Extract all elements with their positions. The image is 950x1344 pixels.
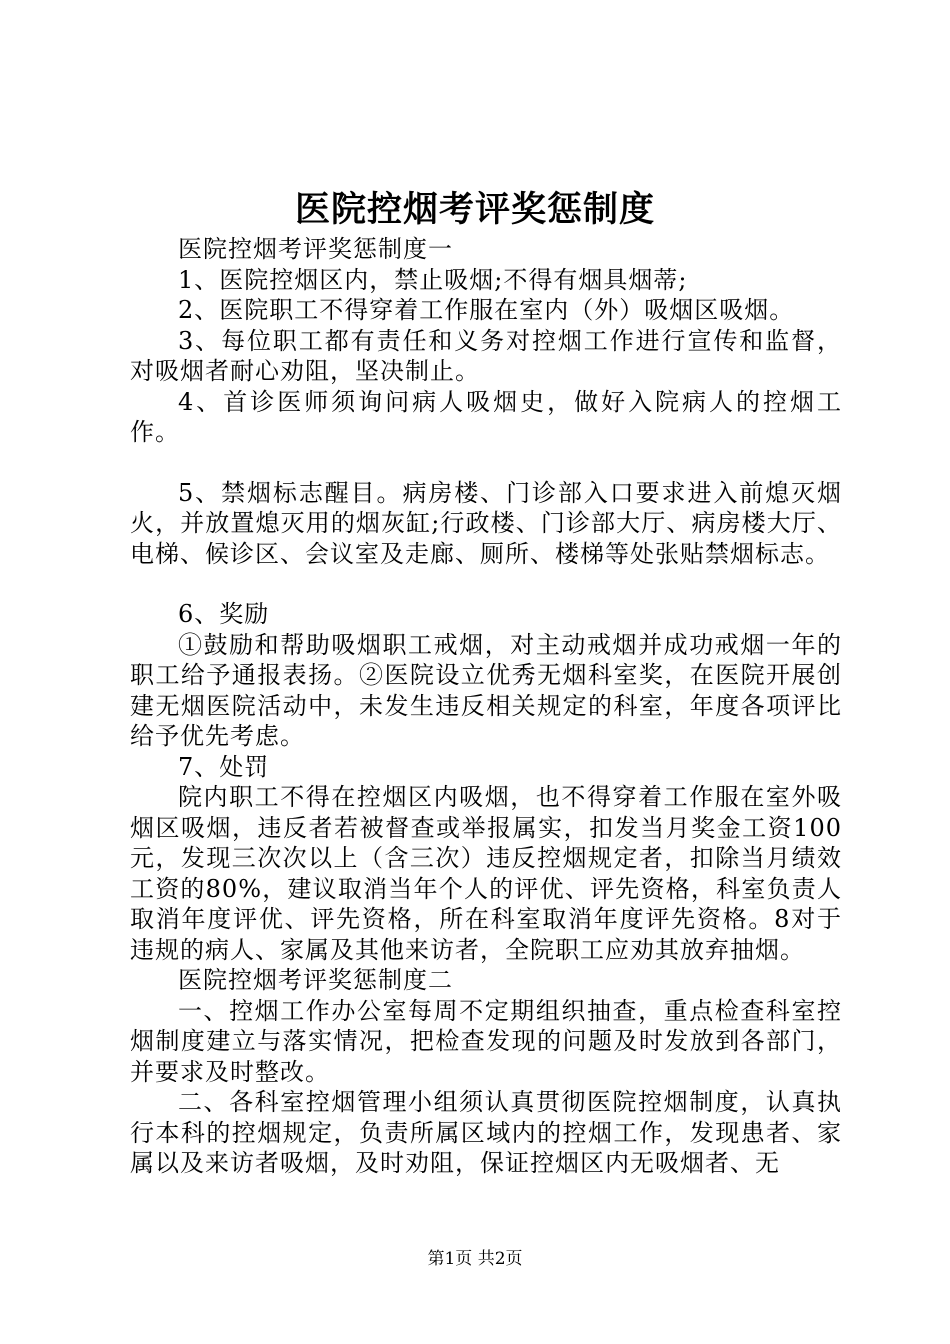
document-title: 医院控烟考评奖惩制度 (294, 189, 655, 230)
paragraph: 2、医院职工不得穿着工作服在室内（外）吸烟区吸烟。 (178, 296, 795, 324)
paragraph: 一、控烟工作办公室每周不定期组织抽查，重点检查科室控烟制度建立与落实情况，把检查发现的问题及时发放到各部门，并要求及时整改。 (130, 996, 842, 1086)
paragraph: 3、每位职工都有责任和义务对控烟工作进行宣传和监督，对吸烟者耐心劝阻，坚决制止。 (130, 326, 842, 385)
paragraph: 4、首诊医师须询问病人吸烟史，做好入院病人的控烟工作。 (130, 387, 842, 446)
paragraph: 7、处罚 (178, 752, 270, 781)
paragraph: ①鼓励和帮助吸烟职工戒烟，对主动戒烟并成功戒烟一年的职工给予通报表扬。②医院设立优秀无烟科室奖，在医院开展创建无烟医院活动中，未发生违反相关规定的科室，年度各项评比给予优先考虑。 (130, 630, 842, 750)
paragraph: 5、禁烟标志醒目。病房楼、门诊部入口要求进入前熄灭烟火，并放置熄灭用的烟灰缸;行政楼、门诊部大厅、病房楼大厅、电梯、候诊区、会议室及走廊、厕所、楼梯等处张贴禁烟标志。 (130, 478, 842, 568)
paragraph: 二、各科室控烟管理小组须认真贯彻医院控烟制度，认真执行本科的控烟规定，负责所属区域内的控烟工作，发现患者、家属以及来访者吸烟，及时劝阻，保证控烟区内无吸烟者、无 (130, 1088, 842, 1177)
document-body (130, 234, 842, 1179)
paragraph: 6、奖励 (178, 600, 270, 628)
paragraph: 1、医院控烟区内，禁止吸烟;不得有烟具烟蒂; (178, 265, 688, 294)
page-footer: 第1页 共2页 (427, 1249, 523, 1269)
paragraph: 医院控烟考评奖惩制度一 (178, 235, 453, 263)
paragraph: 医院控烟考评奖惩制度二 (178, 966, 453, 994)
paragraph: 院内职工不得在控烟区内吸烟，也不得穿着工作服在室外吸烟区吸烟，违反者若被督查或举报属实，扣发当月奖金工资100元，发现三次次以上（含三次）违反控烟规定者，扣除当月绩效工资的80%，建议取消当年个人的评优、评先资格，科室负责人取消年度评优、评先资格，所在科室取消年度评先资格。8对于违规的病人、家属及其他来访者，全院职工应劝其放弃抽烟。 (130, 783, 842, 964)
